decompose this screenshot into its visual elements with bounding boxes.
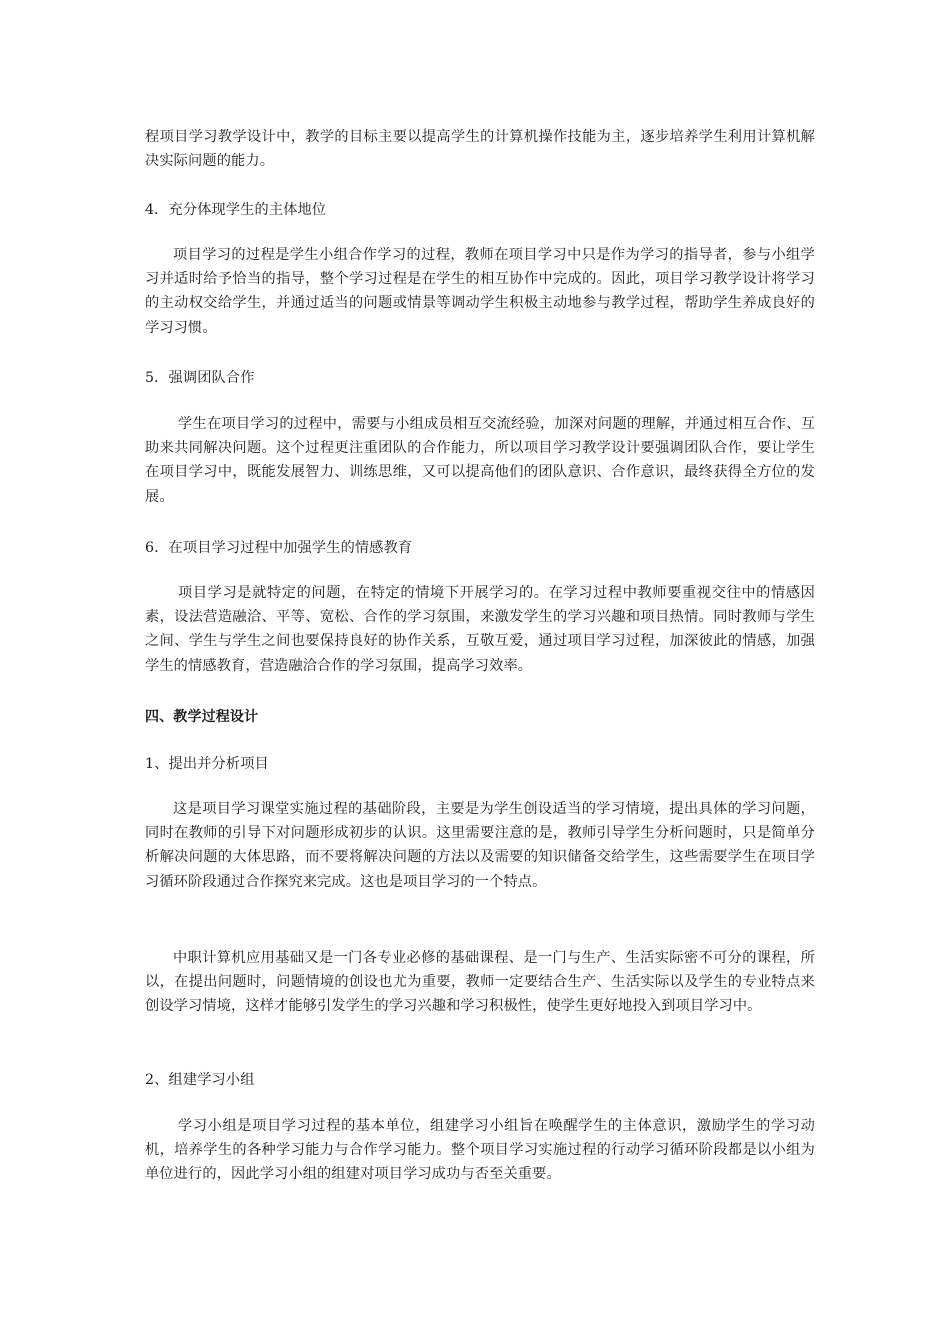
- paragraph-item-5: 学生在项目学习的过程中，需要与小组成员相互交流经验，加深对问题的理解，并通过相互合作、互助来共同解决问题。这个过程更注重团队的合作能力，所以项目学习教学设计要强调团队合作，要让学生在项目学习中，既能发展智力、训练思维，又可以提高他们的团队意识、合作意识，最终获得全方位的发展。: [145, 416, 815, 505]
- heading-item-5: 5．强调团队合作: [145, 370, 255, 386]
- section-title-4: 四、教学过程设计: [145, 709, 259, 725]
- paragraph-item-6: 项目学习是就特定的问题，在特定的情境下开展学习的。在学习过程中教师要重视交往中的情感因素，设法营造融洽、平等、宽松、合作的学习氛围，来激发学生的学习兴趣和项目热情。同时教师与学生之间、学生与学生之间也要保持良好的协作关系，互敬互爱，通过项目学习过程，加深彼此的情感，加强学生的情感教育，营造融洽合作的学习氛围，提高学习效率。: [145, 585, 815, 674]
- paragraph-intro: 程项目学习教学设计中，教学的目标主要以提高学生的计算机操作技能为主，逐步培养学生利用计算机解决实际问题的能力。: [145, 129, 815, 170]
- paragraph-item-4: 项目学习的过程是学生小组合作学习的过程，教师在项目学习中只是作为学习的指导者，参与小组学习并适时给予恰当的指导，整个学习过程是在学生的相互协作中完成的。因此，项目学习教学设计将学习的主动权交给学生，并通过适当的问题或情景等调动学生积极主动地参与教学过程，帮助学生养成良好的学习习惯。: [145, 247, 815, 336]
- heading-step-1: 1、提出并分析项目: [145, 756, 269, 772]
- paragraph-step-1a: 这是项目学习课堂实施过程的基础阶段，主要是为学生创设适当的学习情境，提出具体的学习问题，同时在教师的引导下对问题形成初步的认识。这里需要注意的是，教师引导学生分析问题时，只是简单分析解决问题的大体思路，而不要将解决问题的方法以及需要的知识储备交给学生，这些需要学生在项目学习循环阶段通过合作探究来完成。这也是项目学习的一个特点。: [145, 801, 815, 890]
- paragraph-step-1b: 中职计算机应用基础又是一门各专业必修的基础课程、是一门与生产、生活实际密不可分的课程，所以，在提出问题时，问题情境的创设也尤为重要，教师一定要结合生产、生活实际以及学生的专业特点来创设学习情境，这样才能够引发学生的学习兴趣和学习积极性，使学生更好地投入到项目学习中。: [145, 950, 815, 1015]
- heading-step-2: 2、组建学习小组: [145, 1072, 255, 1088]
- heading-item-6: 6．在项目学习过程中加强学生的情感教育: [145, 540, 413, 556]
- heading-item-4: 4．充分体现学生的主体地位: [145, 202, 327, 218]
- paragraph-step-2: 学习小组是项目学习过程的基本单位，组建学习小组旨在唤醒学生的主体意识，激励学生的学习动机，培养学生的各种学习能力与合作学习能力。整个项目学习实施过程的行动学习循环阶段都是以小组为单位进行的，因此学习小组的组建对项目学习成功与否至关重要。: [145, 1118, 815, 1183]
